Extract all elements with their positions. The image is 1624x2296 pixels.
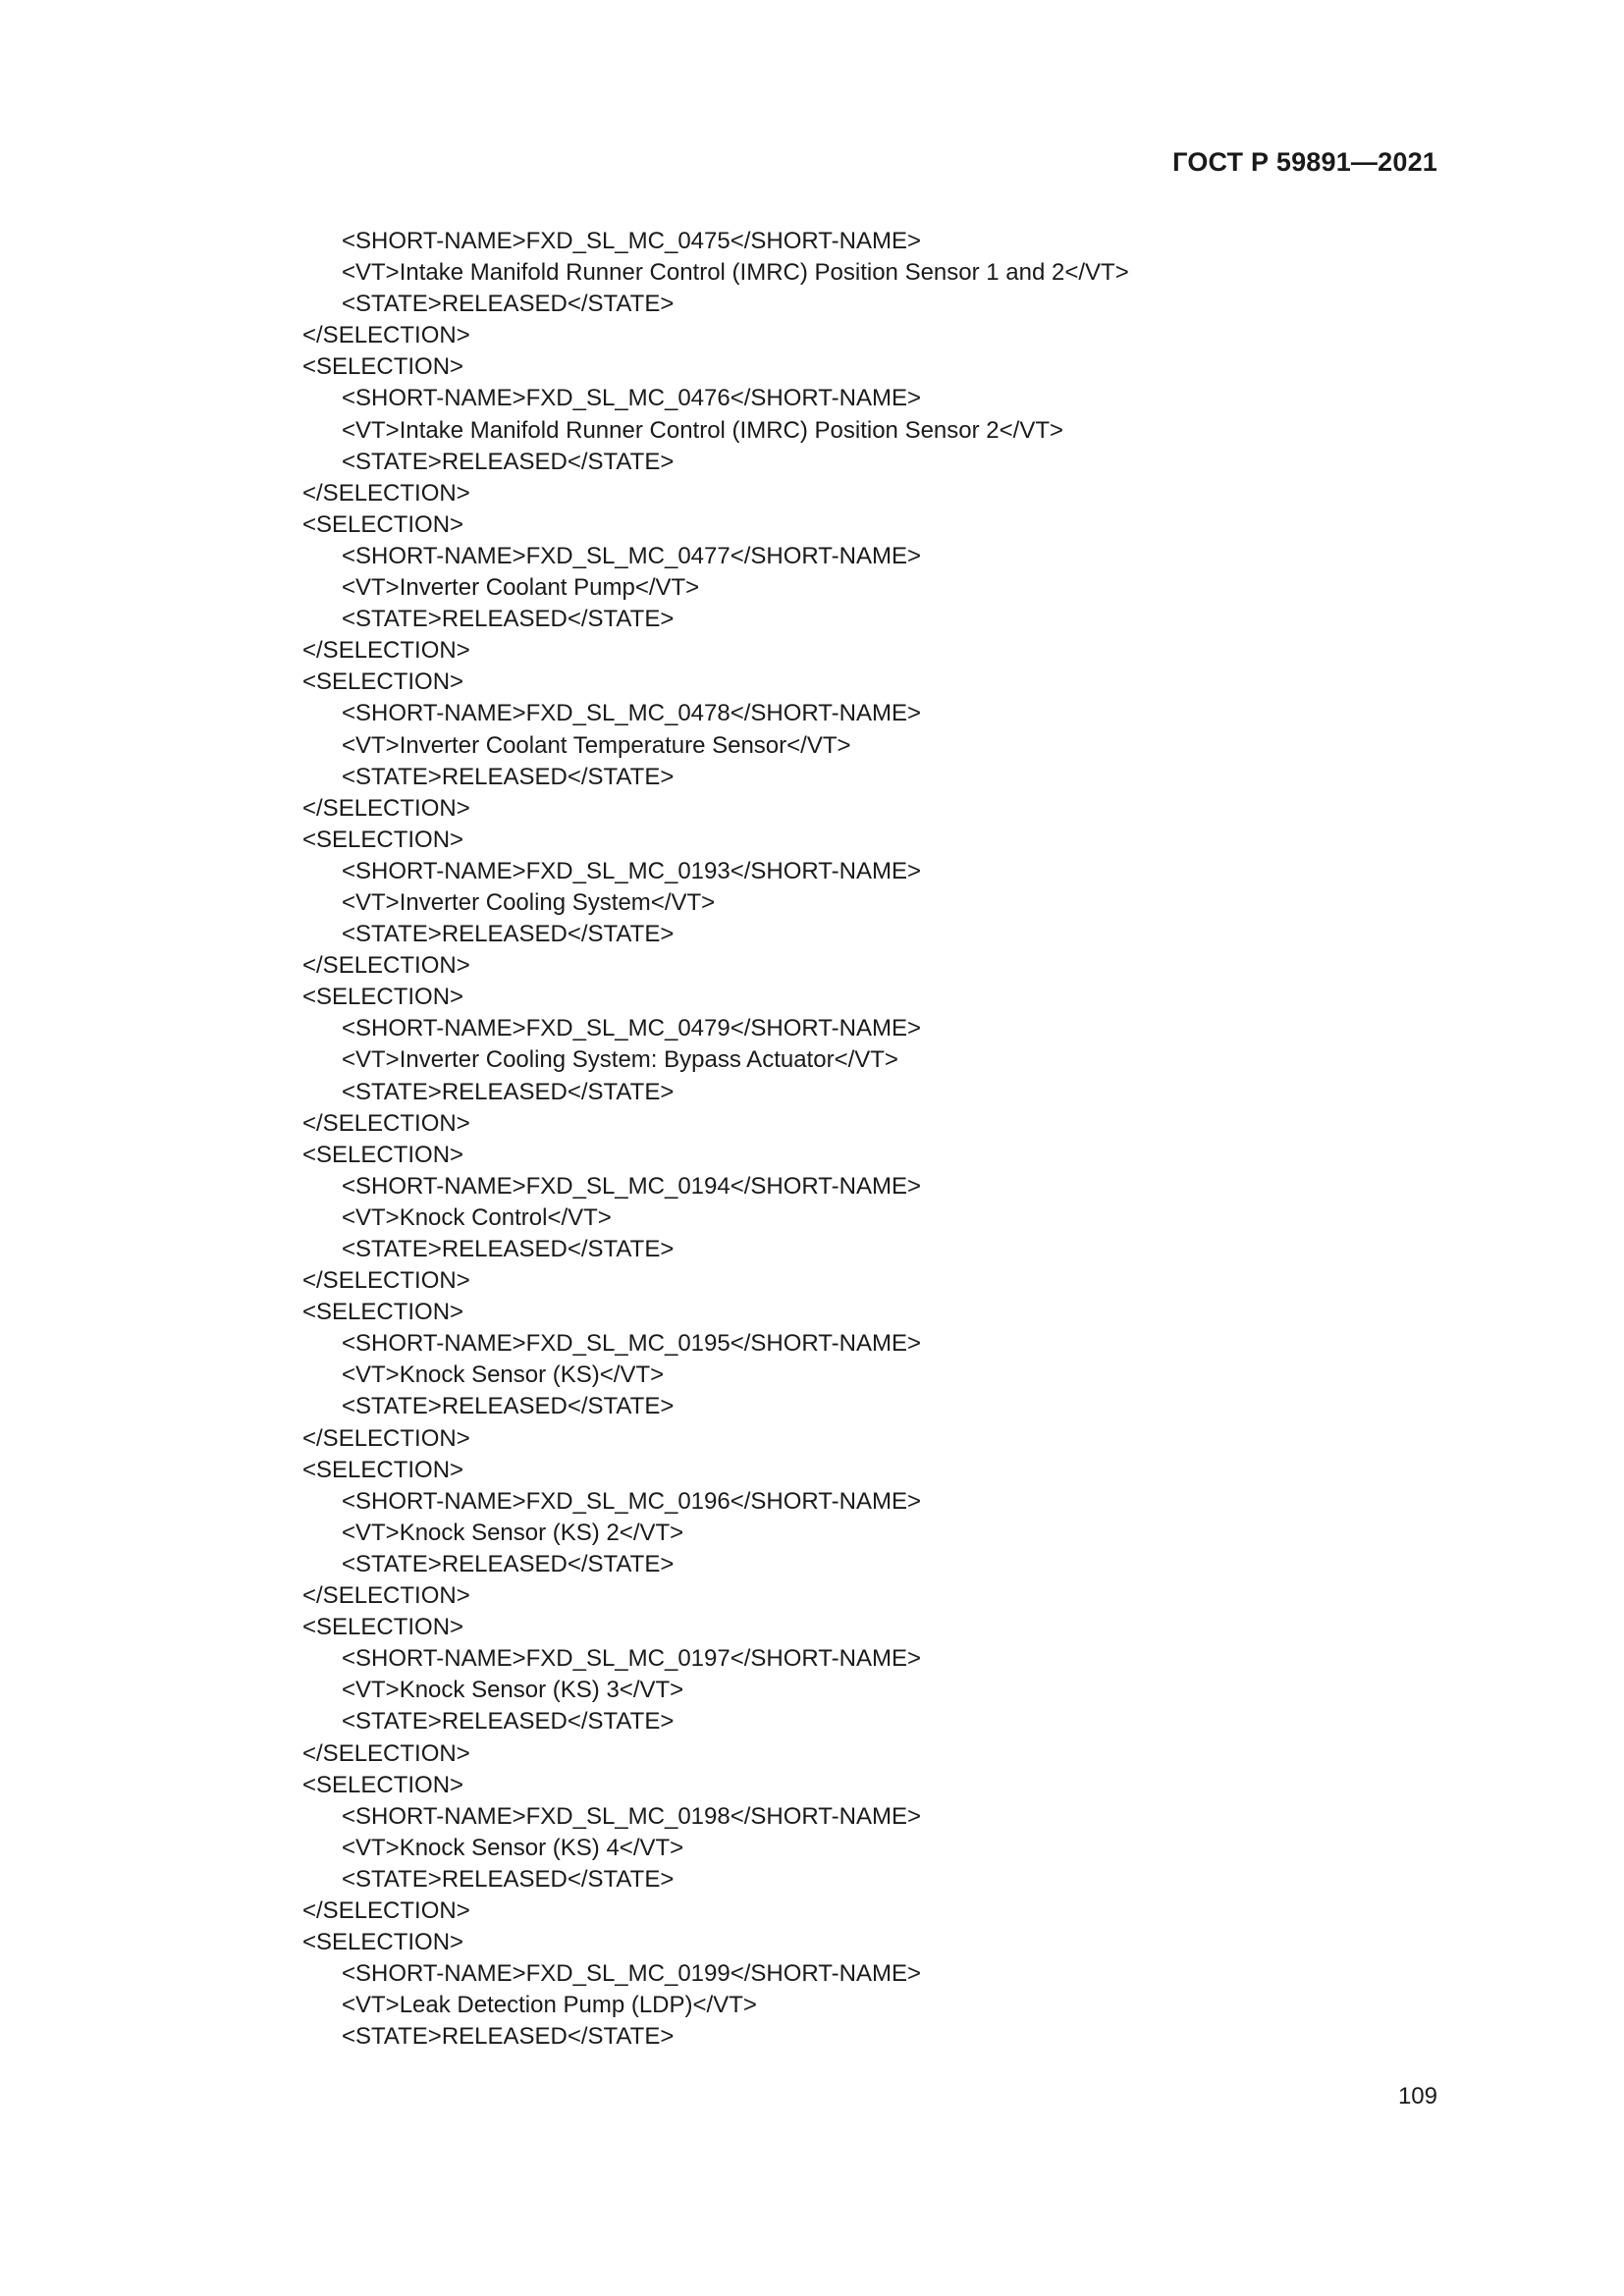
xml-line: <SELECTION> [302,1771,464,1798]
xml-line: <VT>Inverter Coolant Temperature Sensor</VT> [342,731,851,759]
xml-line: <STATE>RELEASED</STATE> [342,1708,675,1735]
xml-line: <VT>Knock Sensor (KS) 4</VT> [342,1834,684,1861]
xml-line: <VT>Knock Control</VT> [342,1203,612,1231]
xml-line: <SELECTION> [302,1299,464,1326]
xml-line: <VT>Knock Sensor (KS) 2</VT> [342,1519,684,1546]
xml-line: </SELECTION> [302,794,470,822]
xml-line: <STATE>RELEASED</STATE> [342,448,675,475]
xml-line: <VT>Intake Manifold Runner Control (IMRC) Position Sensor 1 and 2</VT> [342,259,1129,287]
xml-line: <STATE>RELEASED</STATE> [342,1078,675,1105]
xml-line: <SELECTION> [302,826,464,853]
page-number: 109 [1397,2083,1437,2109]
xml-line: </SELECTION> [302,1109,470,1137]
xml-line: </SELECTION> [302,1424,470,1452]
document-standard-header: ГОСТ Р 59891—2021 [1172,147,1437,177]
xml-line: <SHORT-NAME>FXD_SL_MC_0196</SHORT-NAME> [342,1487,921,1515]
xml-line: <STATE>RELEASED</STATE> [342,291,675,318]
xml-line: <STATE>RELEASED</STATE> [342,1236,675,1262]
xml-line: <SHORT-NAME>FXD_SL_MC_0475</SHORT-NAME> [342,228,921,254]
xml-listing [302,226,1129,2053]
xml-line: <SELECTION> [302,1141,464,1168]
xml-line: <VT>Knock Sensor (KS) 3</VT> [342,1677,684,1704]
xml-line: <SELECTION> [302,353,464,381]
xml-line: </SELECTION> [302,1896,470,1924]
xml-line: <VT>Inverter Coolant Pump</VT> [342,574,700,602]
xml-line: <STATE>RELEASED</STATE> [342,1865,675,1893]
xml-line: <SELECTION> [302,668,464,696]
xml-line: <SHORT-NAME>FXD_SL_MC_0193</SHORT-NAME> [342,857,921,884]
xml-line: <STATE>RELEASED</STATE> [342,2023,675,2051]
xml-line: <STATE>RELEASED</STATE> [342,763,675,790]
xml-line: </SELECTION> [302,479,470,507]
xml-line: <SHORT-NAME>FXD_SL_MC_0479</SHORT-NAME> [342,1015,921,1042]
xml-line: <SHORT-NAME>FXD_SL_MC_0194</SHORT-NAME> [342,1172,921,1200]
xml-line: <VT>Inverter Cooling System</VT> [342,888,716,916]
xml-line: <VT>Knock Sensor (KS)</VT> [342,1362,665,1389]
xml-line: <SELECTION> [302,984,464,1011]
xml-line: <STATE>RELEASED</STATE> [342,1550,675,1577]
xml-line: </SELECTION> [302,322,470,349]
xml-line: <SHORT-NAME>FXD_SL_MC_0195</SHORT-NAME> [342,1330,921,1358]
xml-line: <SHORT-NAME>FXD_SL_MC_0199</SHORT-NAME> [342,1960,921,1988]
xml-line: <STATE>RELEASED</STATE> [342,1393,675,1420]
xml-line: <SELECTION> [302,1929,464,1956]
xml-line: </SELECTION> [302,1582,470,1610]
xml-line: <SELECTION> [302,510,464,538]
xml-line: <VT>Inverter Cooling System: Bypass Actuator</VT> [342,1046,898,1074]
xml-line: <VT>Leak Detection Pump (LDP)</VT> [342,1992,757,2019]
xml-line: <SHORT-NAME>FXD_SL_MC_0476</SHORT-NAME> [342,385,921,412]
xml-line: <STATE>RELEASED</STATE> [342,606,675,633]
xml-line: <SHORT-NAME>FXD_SL_MC_0198</SHORT-NAME> [342,1802,921,1830]
xml-line: </SELECTION> [302,952,470,980]
xml-line: </SELECTION> [302,637,470,665]
xml-line: <SHORT-NAME>FXD_SL_MC_0478</SHORT-NAME> [342,700,921,727]
xml-line: <SELECTION> [302,1456,464,1483]
xml-line: <SHORT-NAME>FXD_SL_MC_0197</SHORT-NAME> [342,1645,921,1673]
xml-line: <STATE>RELEASED</STATE> [342,921,675,948]
xml-line: <VT>Intake Manifold Runner Control (IMRC) Position Sensor 2</VT> [342,416,1063,444]
xml-line: </SELECTION> [302,1739,470,1767]
xml-line: <SHORT-NAME>FXD_SL_MC_0477</SHORT-NAME> [342,542,921,569]
xml-line: <SELECTION> [302,1614,464,1641]
xml-line: </SELECTION> [302,1267,470,1295]
